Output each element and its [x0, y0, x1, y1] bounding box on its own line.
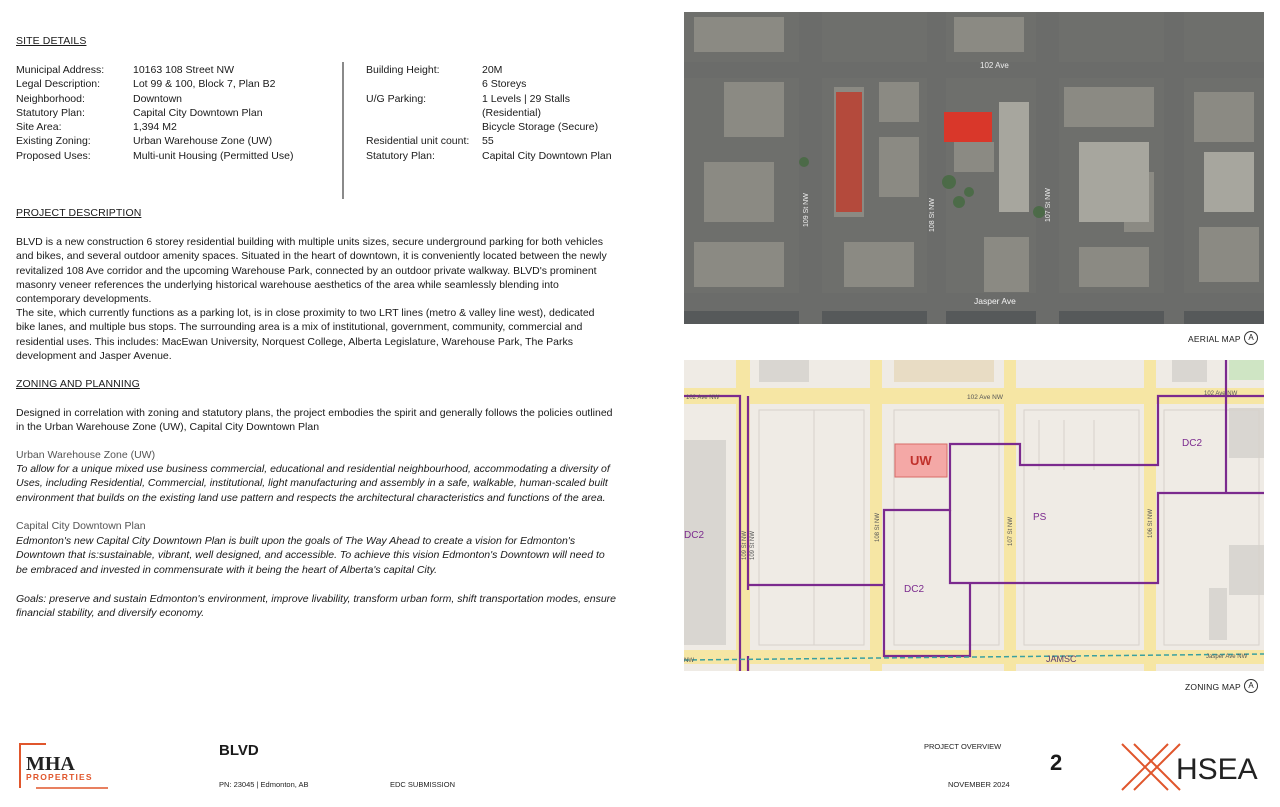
- site-detail-value: 20M: [482, 64, 503, 76]
- site-detail-value: (Residential): [482, 106, 541, 119]
- site-detail-value: Downtown: [133, 92, 183, 105]
- site-detail-key: Proposed Uses:: [16, 149, 91, 162]
- aerial-label-108-st: 108 St NW: [929, 198, 936, 232]
- site-detail-row: [16, 63, 293, 77]
- zoning-label-106-st: 106 St NW: [1148, 508, 1154, 538]
- site-detail-row: [16, 134, 293, 148]
- logo-mha-text: MHA: [26, 753, 75, 775]
- aerial-label-jasper-ave: Jasper Ave: [974, 296, 1016, 306]
- site-detail-value: Capital City Downtown Plan: [482, 149, 612, 162]
- site-detail-row: [366, 149, 612, 163]
- site-detail-row: [16, 106, 293, 120]
- site-detail-row: [16, 149, 293, 163]
- site-detail-key: Building Height:: [366, 64, 440, 76]
- site-detail-value: Bicycle Storage (Secure): [482, 121, 599, 134]
- mha-properties-logo: [16, 740, 114, 792]
- site-details-heading: SITE DETAILS: [16, 35, 87, 47]
- aerial-site-highlight: [944, 112, 992, 142]
- goals-text: Goals: preserve and sustain Edmonton's environment, improve livability, transform urban form, shift transportation modes, ensure financial stability, and diversify economy.: [16, 593, 617, 620]
- site-detail-row: [16, 92, 293, 106]
- zoning-label-109-st-b: 109 St NW: [750, 530, 756, 560]
- site-detail-value: Multi-unit Housing (Permitted Use): [133, 149, 294, 162]
- zoning-map-image: [684, 360, 1264, 671]
- site-detail-value: 1,394 M2: [133, 121, 177, 134]
- site-detail-key: Residential unit count:: [366, 135, 470, 148]
- project-name: BLVD: [219, 742, 259, 759]
- site-detail-value: 55: [482, 135, 494, 148]
- uw-zone-text: To allow for a unique mixed use business commercial, educational and residential neighbourhood, accommodating a diversity of Uses, including Residential, Commercial, institutional, light manufacturing and assembly in a safe, walkable, human-scaled built environment that builds on the existing land use pattern and respects the architectural characteristics and functions of the area.: [16, 463, 610, 504]
- site-detail-row: [366, 92, 612, 106]
- zoning-map: [684, 360, 1264, 671]
- site-detail-key: [366, 120, 482, 134]
- logo-properties-text: PROPERTIES: [26, 772, 93, 782]
- ccdp-title: Capital City Downtown Plan: [16, 520, 146, 532]
- project-description-paragraph-1: BLVD is a new construction 6 storey residential building with multiple units sizes, secure underground parking for both vehicles and bikes, and several outdoor amenity spaces. Situated in the heart of downtown, it is conveniently located between the newly revitalized 108 Ave corridor and the upcoming Warehouse Park, connected by an outdoor private walkway. BLVD's prominent masonry veneer references the underlying historical warehouse aesthetics of the area while seamlessly blending into contemporary developments.: [16, 236, 607, 306]
- submission-type: EDC SUBMISSION: [390, 780, 456, 789]
- zoning-label-102-ave: 102 Ave NW: [967, 394, 1004, 401]
- zoning-label-jasper-ave: Jasper Ave NW: [1206, 654, 1248, 660]
- north-arrow-icon: A: [1244, 331, 1258, 345]
- site-detail-row: [366, 120, 612, 134]
- site-detail-key: Statutory Plan:: [366, 149, 435, 162]
- zoning-label-109-st-a: 109 St NW: [742, 530, 748, 560]
- site-detail-key: Site Area:: [16, 121, 62, 134]
- zoning-label-ps: PS: [1033, 512, 1047, 523]
- zoning-label-dc2-left: DC2: [684, 530, 705, 541]
- site-detail-key: Legal Description:: [16, 78, 101, 91]
- site-details-right: [366, 63, 612, 163]
- zoning-intro: Designed in correlation with zoning and statutory plans, the project embodies the spirit and generally follows the policies outlined in the Urban Warehouse Zone (UW), Capital City Downtown Plan: [16, 407, 613, 434]
- zoning-label-dc2-mid: DC2: [904, 584, 925, 595]
- aerial-label-107-st: 107 St NW: [1045, 188, 1052, 222]
- project-overview-label: PROJECT OVERVIEW: [924, 742, 1002, 751]
- site-detail-key: Municipal Address:: [16, 64, 105, 76]
- column-divider: [342, 62, 344, 199]
- site-detail-value: Capital City Downtown Plan: [133, 106, 263, 119]
- site-detail-row: [366, 63, 612, 77]
- uw-zone-title: Urban Warehouse Zone (UW): [16, 449, 156, 461]
- project-description-heading: PROJECT DESCRIPTION: [16, 207, 142, 219]
- site-detail-row: [366, 77, 612, 91]
- zoning-label-jamsc: JAMSC: [1046, 654, 1077, 664]
- site-detail-value: 1 Levels | 29 Stalls: [482, 92, 570, 105]
- aerial-label-102-ave: 102 Ave: [980, 61, 1009, 70]
- date-label: NOVEMBER 2024: [948, 780, 1010, 789]
- site-detail-key: [366, 106, 482, 120]
- site-detail-key: [366, 77, 482, 91]
- site-detail-key: Statutory Plan:: [16, 106, 85, 119]
- site-detail-value: 10163 108 Street NW: [133, 64, 234, 76]
- north-arrow-icon: A: [1244, 679, 1258, 693]
- zoning-label-nw-left: NW: [684, 658, 694, 664]
- page-number: 2: [1050, 750, 1063, 775]
- site-detail-row: [16, 77, 293, 91]
- zoning-planning-heading: ZONING AND PLANNING: [16, 378, 140, 390]
- site-detail-key: Existing Zoning:: [16, 135, 91, 148]
- hsea-logo: [1120, 742, 1270, 792]
- site-detail-value: Urban Warehouse Zone (UW): [133, 135, 273, 148]
- hsea-text: HSEA: [1176, 753, 1258, 786]
- aerial-map: [684, 12, 1264, 324]
- site-detail-row: [366, 106, 612, 120]
- zoning-label-dc2-right: DC2: [1182, 438, 1203, 449]
- zoning-label-108-st: 108 St NW: [875, 512, 881, 542]
- aerial-map-caption: AERIAL MAP: [1188, 334, 1241, 344]
- zoning-label-107-st: 107 St NW: [1008, 516, 1014, 546]
- site-detail-key: Neighborhood:: [16, 92, 85, 105]
- project-number: PN: 23045 | Edmonton, AB: [219, 780, 309, 789]
- zoning-label-uw: UW: [910, 453, 932, 468]
- ccdp-text: Edmonton's new Capital City Downtown Plan is built upon the goals of The Way Ahead to create a vision for Edmonton's Downtown that is:sustainable, vibrant, well designed, and accessible. To achieve this vision Edmonton's Downtown will need to be embraced and invested in commensurate with it being the heart of Alberta's capital City.: [16, 535, 605, 576]
- site-detail-row: [16, 120, 293, 134]
- aerial-map-image: [684, 12, 1264, 324]
- site-detail-key: U/G Parking:: [366, 92, 427, 105]
- site-detail-row: [366, 134, 612, 148]
- zoning-map-caption: ZONING MAP: [1185, 682, 1241, 692]
- aerial-label-109-st: 109 St NW: [803, 193, 810, 227]
- zoning-label-102-ave-left: 102 Ave NW: [686, 395, 720, 401]
- zoning-label-102-ave-right: 102 Ave NW: [1204, 391, 1238, 397]
- site-detail-value: 6 Storeys: [482, 78, 527, 91]
- site-details-left: [16, 63, 293, 163]
- site-detail-value: Lot 99 & 100, Block 7, Plan B2: [133, 78, 276, 91]
- project-description-paragraph-2: The site, which currently functions as a parking lot, is in close proximity to two LRT lines (metro & valley line west), dedicated bike lanes, and multiple bus stops. The surrounding area is a mix of institutional, government, community, commercial and residential uses. This includes: MacEwan University, Norquest College, Alberta Legislature, Warehouse Park, The Parks development and Jasper Avenue.: [16, 307, 595, 362]
